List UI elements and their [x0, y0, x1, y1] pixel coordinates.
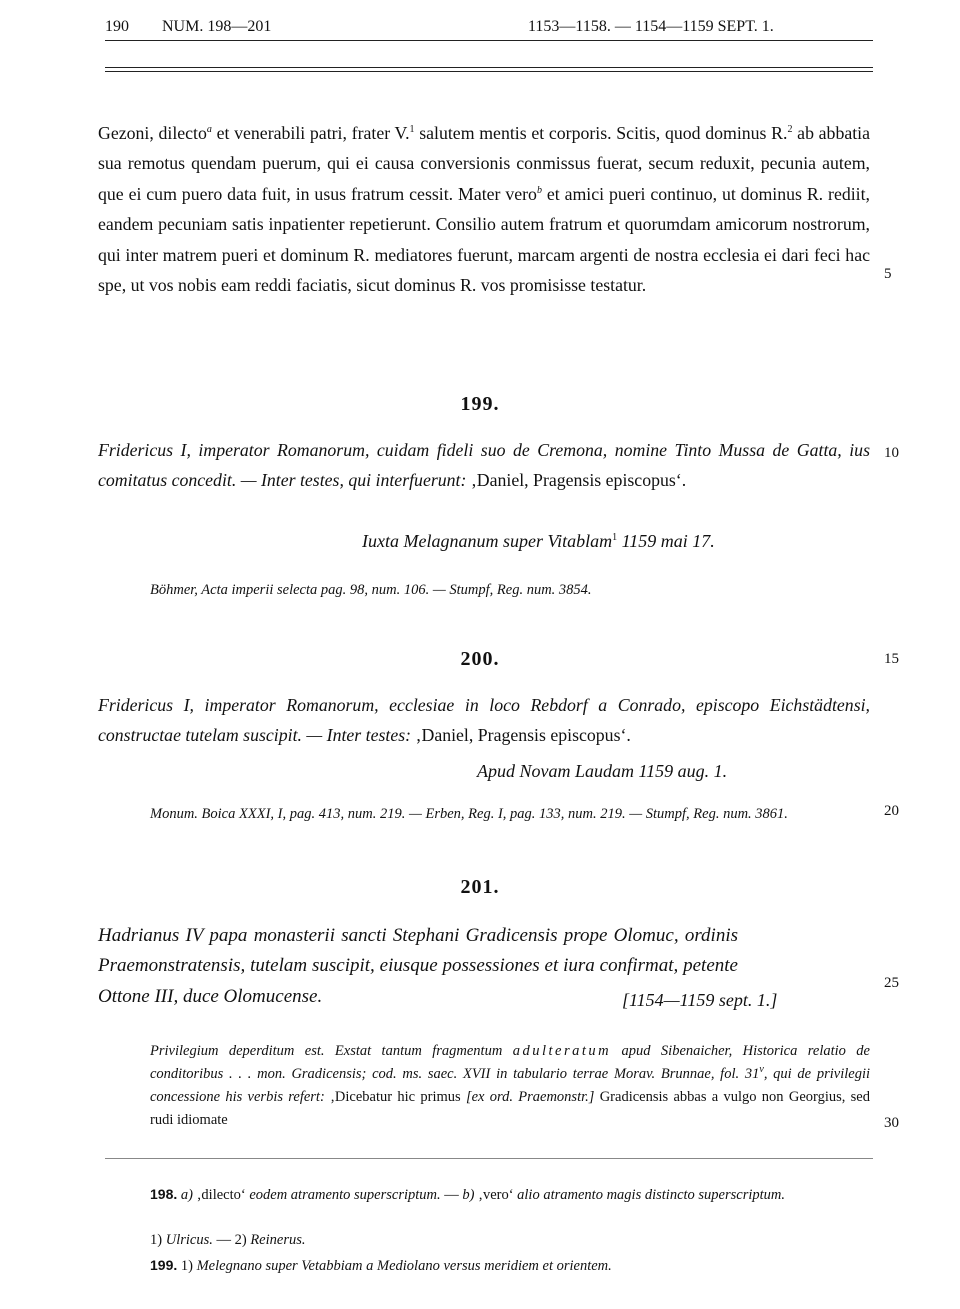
doc-199-regest: Fridericus I, imperator Romanorum, cuidam fideli suo de Cremona, nomine Tinto Mussa de Gatta, ius comitatus concedit. — Inter testes, qui interfuerunt: ‚Daniel, Pragensis episcopus‘.	[98, 440, 870, 491]
header-top-rule	[105, 40, 873, 41]
doc-200-regest: Fridericus I, imperator Romanorum, ecclesiae in loco Rebdorf a Conrado, episcopo Eichstädtensi, constructae tutelam suscipit. — Inter testes: ‚Daniel, Pragensis episcopus‘.	[98, 695, 870, 746]
line-number: 10	[884, 445, 899, 461]
header-double-rule	[105, 67, 873, 72]
line-number: 25	[884, 975, 899, 991]
footnote-198: 198. a) ‚dilecto‘ eodem atramento superscriptum. — b) ‚vero‘ alio atramento magis distincto superscriptum.	[150, 1186, 786, 1203]
doc-199-source: Böhmer, Acta imperii selecta pag. 98, num. 106. — Stumpf, Reg. num. 3854.	[150, 582, 592, 598]
doc-201-date: [1154—1159 sept. 1.]	[622, 990, 778, 1010]
doc-201-source: Privilegium deperditum est. Exstat tantum fragmentum adulteratum apud Sibenaicher, Historica relatio de conditoribus . . . mon. Gradicensis; cod. ms. saec. XVII in tabulario terrae Morav. Brunnae, fol. 31$^v$, qui de privilegii concessione his verbis refert: ‚Dicebatur hic primus [ex ord. Praemonstr.] Gradicensis abbas a vulgo non Georgius, sed rudi idiomate	[150, 1043, 871, 1128]
footnote-rule	[105, 1158, 873, 1159]
line-number: 20	[884, 803, 899, 819]
footnote-199: 199. 1) Melegnano super Vetabbiam a Mediolano versus meridiem et orientem.	[150, 1257, 612, 1274]
footnote-198-numbered: 1) Ulricus. — 2) Reinerus.	[150, 1232, 306, 1248]
letter-198-text: Gezoni, dilecto$^a$ et venerabili patri, frater V.$^1$ salutem mentis et corporis. Scitis, quod dominus R.$^2$ ab abbatia sua remotus quendam puerum, qui ei causa conversionis conmissus fuerat, secum reduxit, pecunia autem, que ei cum puero data fuit, in usus fratrum cessit. Mater vero$^b$ et amici pueri continuo, ut dominus R. rediit, eandem pecuniam satis inpatienter repetierunt. Consilio autem fratrum et quorumdam amicorum nostrorum, qui inter matrem pueri et dominum R. mediatores fuerunt, marcam argenti de nostra ecclesia ei dari feci hac spe, ut vos nobis eam reddi faciatis, sicut dominus R. vos promisisse testatur.	[98, 123, 871, 296]
line-number: 30	[884, 1115, 899, 1131]
doc-200-place-date: Apud Novam Laudam 1159 aug. 1.	[477, 761, 728, 781]
doc-199-place-date: Iuxta Melagnanum super Vitablam$^1$ 1159 mai 17.	[362, 531, 715, 551]
line-number: 5	[884, 266, 892, 282]
page-number: 190	[105, 18, 129, 35]
doc-201-number: 201.	[460, 876, 500, 898]
doc-201-regest: Hadrianus IV papa monasterii sancti Stephani Gradicensis prope Olomuc, ordinis Praemonstratensis, tutelam suscipit, eiusque possessiones et iura confirmat, petente Ottone III, duce Olomucense.	[98, 925, 738, 1007]
doc-200-number: 200.	[460, 648, 500, 670]
document-numbers: NUM. 198—201	[162, 18, 272, 35]
doc-199-number: 199.	[460, 393, 500, 415]
header-dates: 1153—1158. — 1154—1159 SEPT. 1.	[528, 18, 774, 35]
line-number: 15	[884, 651, 899, 667]
doc-200-source: Monum. Boica XXXI, I, pag. 413, num. 219. — Erben, Reg. I, pag. 133, num. 219. — Stumpf, Reg. num. 3861.	[150, 806, 788, 822]
running-header	[105, 18, 873, 42]
